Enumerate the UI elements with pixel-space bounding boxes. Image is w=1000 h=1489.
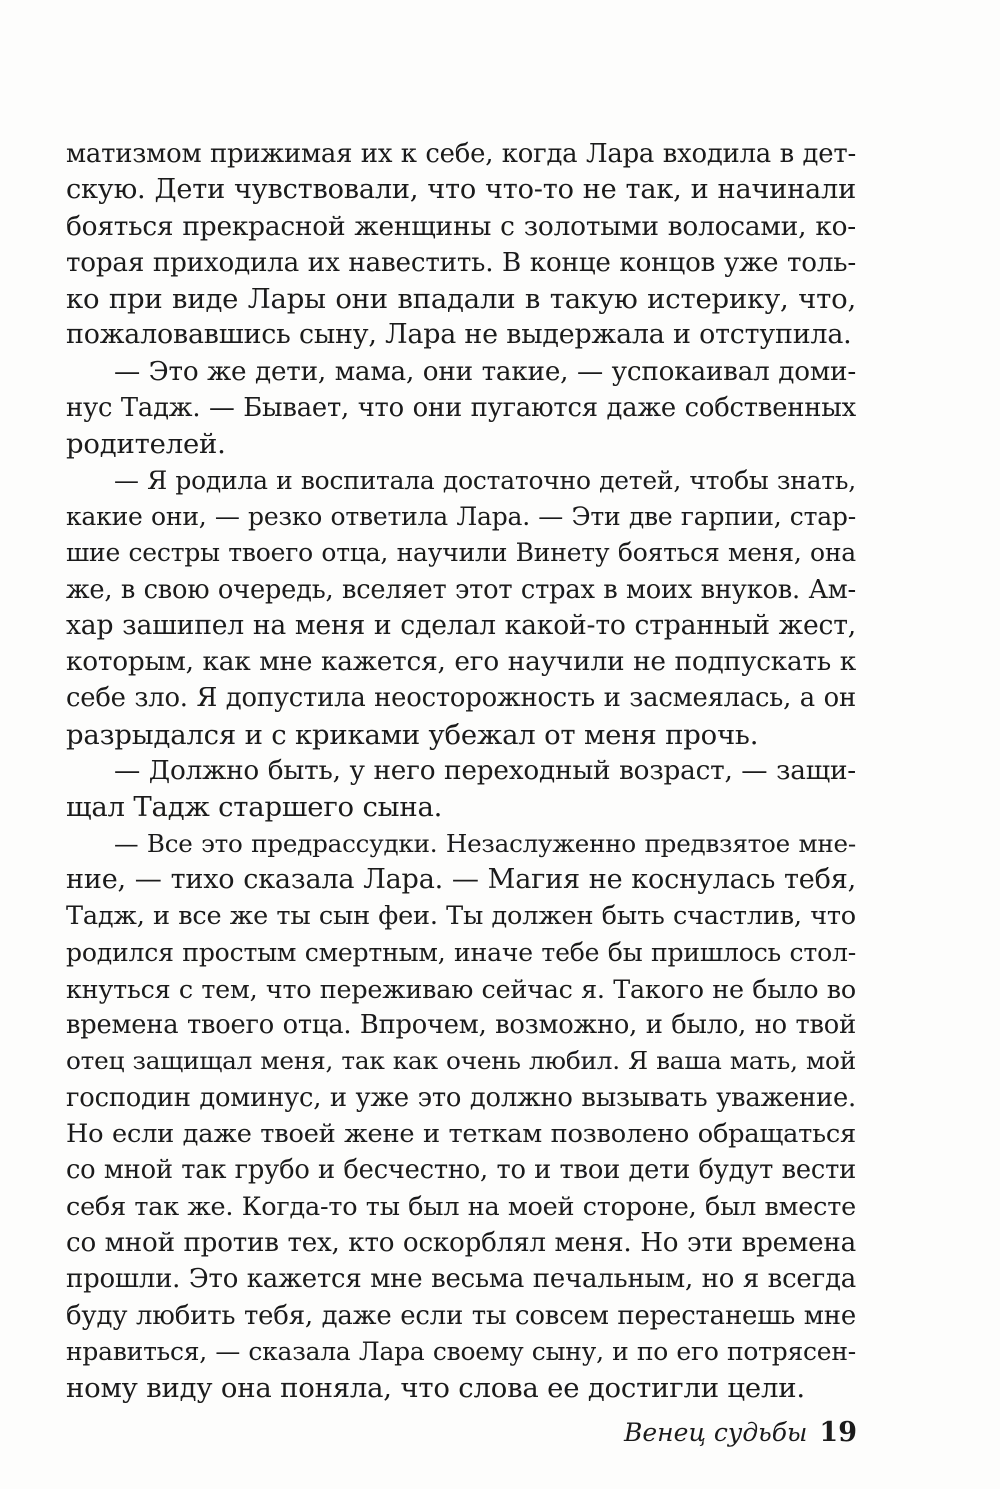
text-line: же, в свою очередь, вселяет этот страх в моих внуков. Ам- <box>66 574 856 605</box>
text-line: кнуться с тем, что переживаю сейчас я. Такого не было во <box>66 973 856 1004</box>
text-line: господин доминус, и уже это должно вызывать уважение. <box>66 1082 856 1113</box>
text-line: Тадж, и все же ты сын феи. Ты должен быть счастлив, что <box>66 901 856 932</box>
text-line: нус Тадж. — Бывает, что они пугаются даже собственных <box>66 393 856 424</box>
text-line: разрыдался и с криками убежал от меня прочь. <box>66 718 759 751</box>
text-line: которым, как мне кажется, его научили не подпускать к <box>66 647 856 678</box>
text-line: со мной так грубо и бесчестно, то и твои дети будут вести <box>66 1155 856 1186</box>
text-line: родителей. <box>66 428 226 461</box>
text-line: щал Тадж старшего сына. <box>66 791 443 824</box>
text-line: — Это же дети, мама, они такие, — успокаивал доми- <box>114 356 856 387</box>
text-line: — Должно быть, у него переходный возраст, — защи- <box>114 756 856 787</box>
text-line: скую. Дети чувствовали, что что-то не так, и начинали <box>66 174 856 206</box>
body-text <box>66 136 856 1406</box>
page-footer <box>624 1417 857 1448</box>
text-line: ному виду она поняла, что слова ее достигли цели. <box>66 1372 805 1405</box>
text-line: со мной против тех, кто оскорблял меня. Но эти времена <box>66 1227 856 1258</box>
text-line: матизмом прижимая их к себе, когда Лара входила в дет- <box>66 139 856 169</box>
text-line: себя так же. Когда-то ты был на моей стороне, был вместе <box>66 1191 856 1222</box>
text-line: шие сестры твоего отца, научили Винету бояться меня, она <box>66 538 856 568</box>
text-line: торая приходила их навестить. В конце концов уже толь- <box>66 247 856 278</box>
text-line: хар зашипел на меня и сделал какой-то странный жест, <box>66 609 856 641</box>
text-line: ние, — тихо сказала Лара. — Магия не коснулась тебя, <box>66 863 856 895</box>
text-line: пожаловавшись сыну, Лара не выдержала и отступила. <box>66 319 852 351</box>
text-line: отец защищал меня, так как очень любил. Я ваша мать, мой <box>66 1046 856 1076</box>
text-line: какие они, — резко ответила Лара. — Эти две гарпии, стар- <box>66 501 856 531</box>
text-line: — Все это предрассудки. Незаслуженно предвзятое мне- <box>114 828 856 858</box>
text-line: буду любить тебя, даже если ты совсем перестанешь мне <box>66 1300 856 1331</box>
text-line: прошли. Это кажется мне весьма печальным, но я всегда <box>66 1264 856 1295</box>
text-line: бояться прекрасной женщины с золотыми волосами, ко- <box>66 211 856 242</box>
text-line: — Я родила и воспитала достаточно детей, чтобы знать, <box>114 465 856 495</box>
text-line: себе зло. Я допустила неосторожность и засмеялась, а он <box>66 683 856 714</box>
text-line: Но если даже твоей жене и теткам позволено обращаться <box>66 1119 856 1150</box>
text-line: времена твоего отца. Впрочем, возможно, и было, но твой <box>66 1010 856 1041</box>
text-line: нравиться, — сказала Лара своему сыну, и по его потрясен- <box>66 1336 856 1366</box>
page-number: 19 <box>819 1417 857 1448</box>
text-line: ко при виде Лары они впадали в такую истерику, что, <box>66 283 856 316</box>
running-title: Венец судьбы <box>624 1418 808 1447</box>
text-line: родился простым смертным, иначе тебе бы пришлось стол- <box>66 937 856 967</box>
